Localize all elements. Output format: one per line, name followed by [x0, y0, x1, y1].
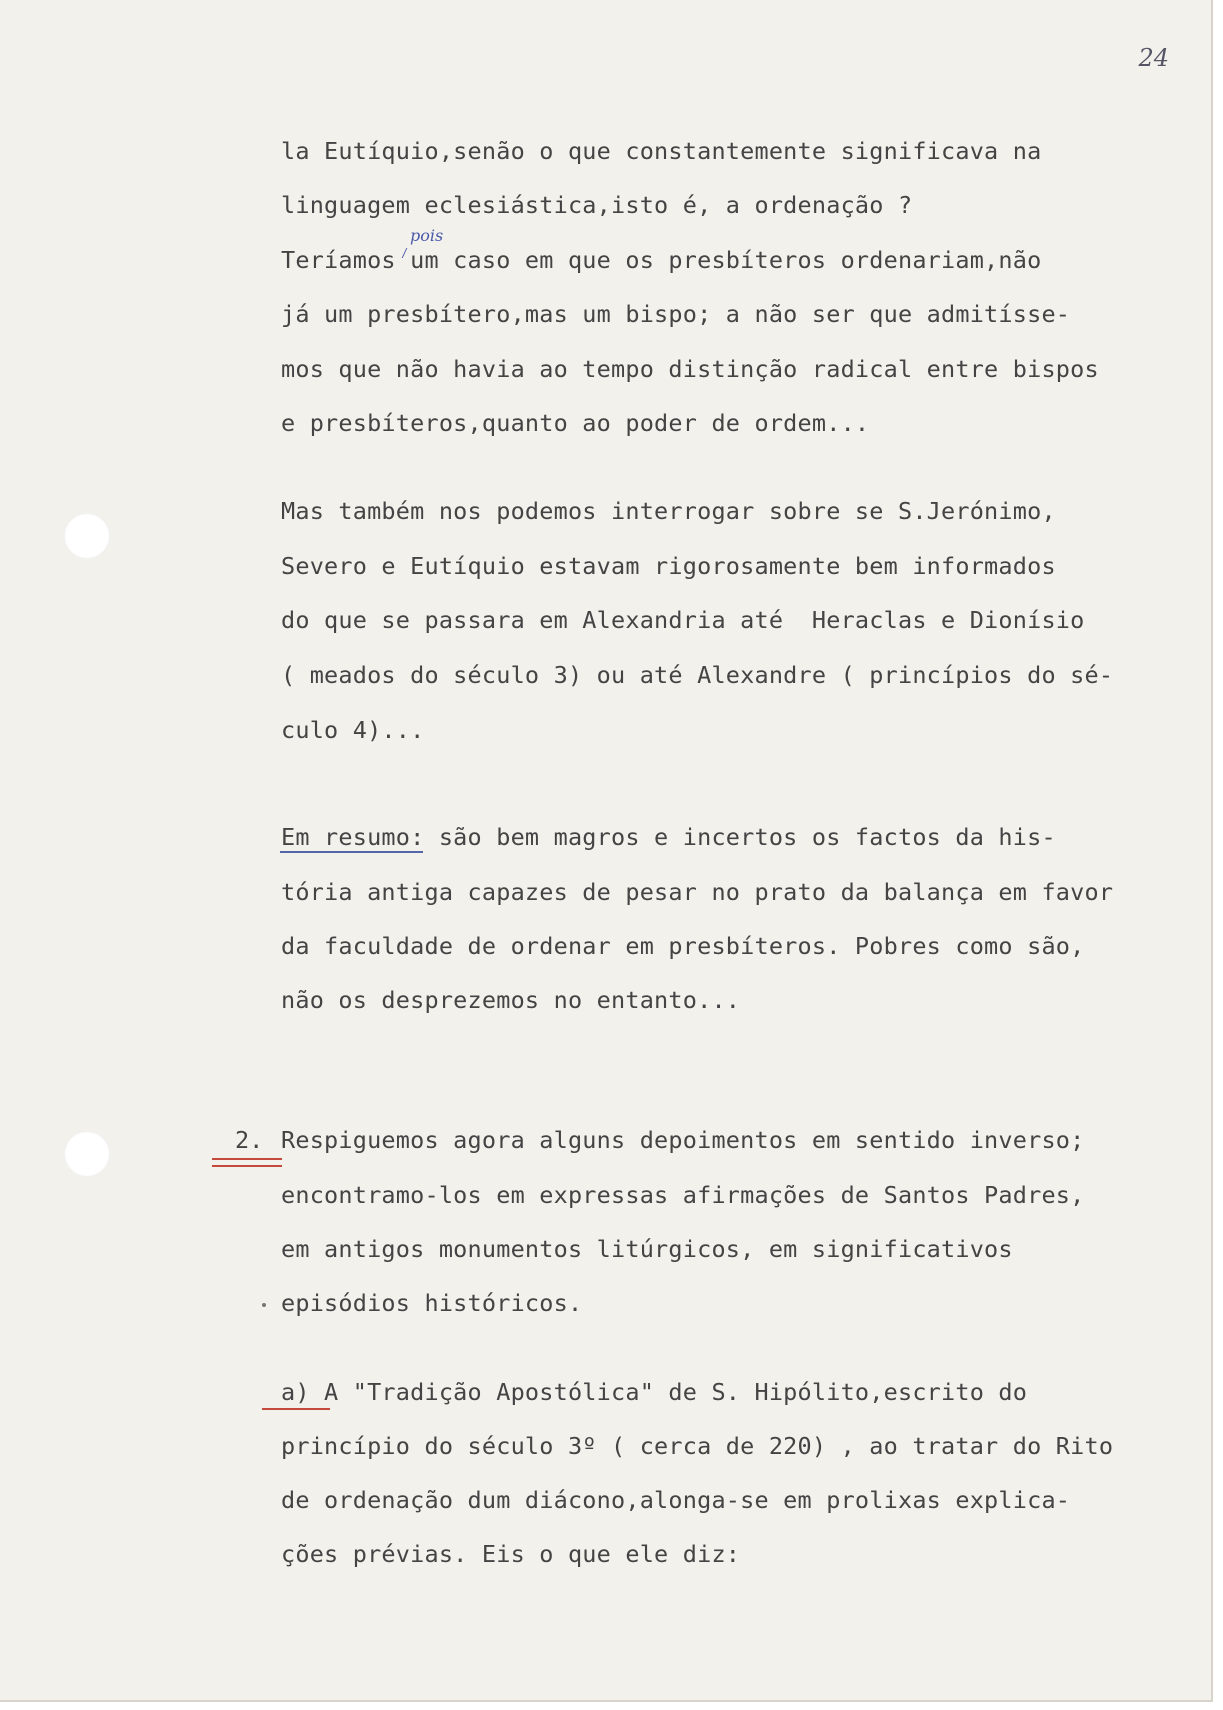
text-line: já um presbítero,mas um bispo; a não ser que admitísse- [281, 300, 1071, 328]
text-line: Severo e Eutíquio estavam rigorosamente bem informados [281, 552, 1056, 580]
text-line: da faculdade de ordenar em presbíteros. Pobres como são, [281, 932, 1085, 960]
text-line: Em resumo: são bem magros e incertos os factos da his- [281, 823, 1056, 851]
text-line: Mas também nos podemos interrogar sobre se S.Jerónimo, [281, 497, 1056, 525]
text-line: do que se passara em Alexandria até Heraclas e Dionísio [281, 606, 1085, 634]
text-line: e presbíteros,quanto ao poder de ordem... [281, 409, 870, 437]
handwritten-annotation: pois [410, 226, 444, 245]
margin-dot-mark [262, 1303, 266, 1307]
text-line: Teríamos um caso em que os presbíteros ordenariam,não [281, 246, 1042, 274]
text-line: encontramo-los em expressas afirmações de Santos Padres, [281, 1181, 1085, 1209]
text-line: culo 4)... [281, 716, 425, 744]
punch-hole-top [64, 513, 110, 559]
text-line: la Eutíquio,senão o que constantemente significava na [281, 137, 1042, 165]
text-line: de ordenação dum diácono,alonga-se em prolixas explica- [281, 1486, 1071, 1514]
text-line: não os desprezemos no entanto... [281, 986, 741, 1014]
text-line: mos que não havia ao tempo distinção radical entre bispos [281, 355, 1099, 383]
text-line: ( meados do século 3) ou até Alexandre ( princípios do sé- [281, 661, 1114, 689]
page-number: 24 [1138, 44, 1169, 72]
text-line: a) A "Tradição Apostólica" de S. Hipólito,escrito do [281, 1378, 1028, 1406]
section-number: 2. [235, 1126, 264, 1154]
text-line: tória antiga capazes de pesar no prato da balança em favor [281, 878, 1114, 906]
text-line: princípio do século 3º ( cerca de 220) , ao tratar do Rito [281, 1432, 1114, 1460]
text-line: episódios históricos. [281, 1289, 583, 1317]
text-line: em antigos monumentos litúrgicos, em significativos [281, 1235, 1013, 1263]
text-line: Respiguemos agora alguns depoimentos em sentido inverso; [281, 1126, 1085, 1154]
text-line: ções prévias. Eis o que ele diz: [281, 1540, 741, 1568]
blue-underline-mark [280, 851, 423, 853]
red-underline-mark [212, 1158, 282, 1160]
red-underline-mark [262, 1408, 330, 1410]
red-underline-mark [212, 1165, 282, 1167]
text-line: linguagem eclesiástica,isto é, a ordenação ? [281, 191, 913, 219]
punch-hole-bottom [64, 1131, 110, 1177]
